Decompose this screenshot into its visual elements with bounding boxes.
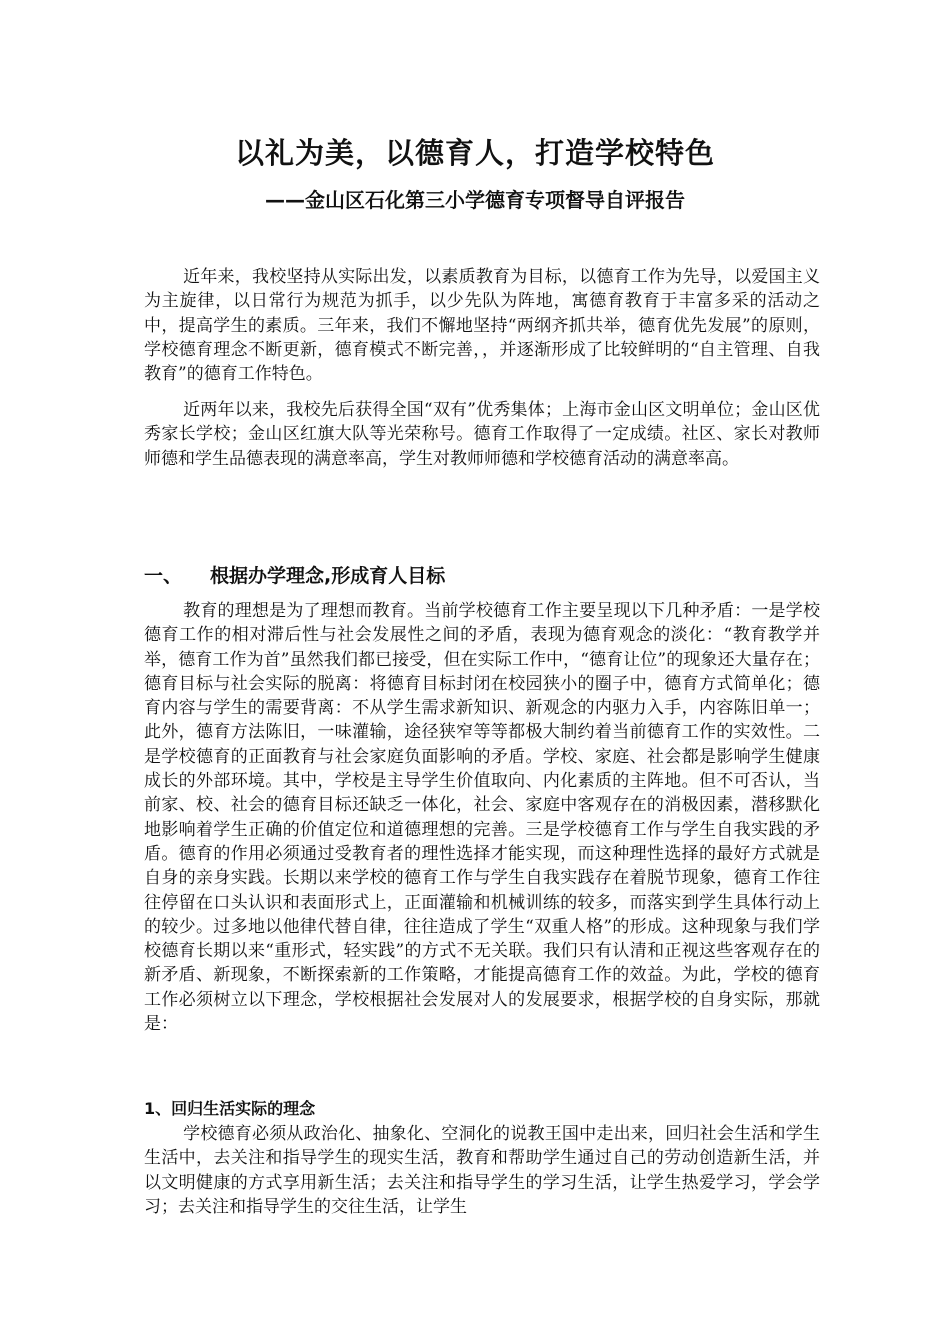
subsection-heading: 1、回归生活实际的理念 xyxy=(144,1099,316,1118)
section-paragraph: 教育的理想是为了理想而教育。当前学校德育工作主要呈现以下几种矛盾：一是学校德育工作的相对滞后性与社会发展性之间的矛盾，表现为德育观念的淡化：“教育教学并举，德育工作为首”虽然我们都已接受，但在实际工作中，“德育让位”的现象还大量存在；德育目标与社会实际的脱离：将德育目标封闭在校园狭小的圈子中，德育方式简单化；德育内容与学生的需要背离：不从学生需求新知识、新观念的内驱力入手，内容陈旧单一；此外，德育方法陈旧，一味灌输，途径狭窄等等都极大制约着当前德育工作的实效性。二是学校德育的正面教育与社会家庭负面影响的矛盾。学校、家庭、社会都是影响学生健康成长的外部环境。其中，学校是主导学生价值取向、内化素质的主阵地。但不可否认，当前家、校、社会的德育目标还缺乏一体化，社会、家庭中客观存在的消极因素，潜移默化地影响着学生正确的价值定位和道德理想的完善。三是学校德育工作与学生自我实践的矛盾。德育的作用必须通过受教育者的理性选择才能实现，而这种理性选择的最好方式就是自身的亲身实践。长期以来学校的德育工作与学生自我实践存在着脱节现象，德育工作往往停留在口头认识和表面形式上，正面灌输和机械训练的较多，而落实到学生具体行动上的较少。过多地以他律代替自律，往往造成了学生“双重人格”的形成。这种现象与我们学校德育长期以来“重形式，轻实践”的方式不无关联。我们只有认清和正视这些客观存在的新矛盾、新现象，不断探索新的工作策略，才能提高德育工作的效益。为此，学校的德育工作必须树立以下理念，学校根据社会发展对人的发展要求，根据学校的自身实际，那就是： xyxy=(144,601,820,1035)
document-title: 以礼为美，以德育人，打造学校特色 xyxy=(234,136,715,170)
section-number: 一、 xyxy=(144,565,183,587)
intro-paragraph-1: 近年来，我校坚持从实际出发，以素质教育为目标，以德育工作为先导，以爱国主义为主旋律，以日常行为规范为抓手，以少先队为阵地，寓德育教育于丰富多采的活动之中，提高学生的素质。三年来，我们不懈地坚持“两纲齐抓共举，德育优先发展”的原则，学校德育理念不断更新，德育模式不断完善，，并逐渐形成了比较鲜明的“自主管理、自我教育”的德育工作特色。 xyxy=(144,267,820,385)
section-title: 根据办学理念,形成育人目标 xyxy=(210,565,446,587)
section-heading xyxy=(144,562,820,590)
document-subtitle: ——金山区石化第三小学德育专项督导自评报告 xyxy=(265,188,685,212)
subsection-paragraph: 学校德育必须从政治化、抽象化、空洞化的说教王国中走出来，回归社会生活和学生生活中，去关注和指导学生的现实生活，教育和帮助学生通过自己的劳动创造新生活，并以文明健康的方式享用新生活；去关注和指导学生的学习生活，让学生热爱学习，学会学习；去关注和指导学生的交往生活，让学生 xyxy=(144,1124,820,1217)
intro-paragraph-2: 近两年以来，我校先后获得全国“双有”优秀集体；上海市金山区文明单位；金山区优秀家长学校；金山区红旗大队等光荣称号。德育工作取得了一定成绩。社区、家长对教师师德和学生品德表现的满意率高，学生对教师师德和学校德育活动的满意率高。 xyxy=(144,400,820,469)
